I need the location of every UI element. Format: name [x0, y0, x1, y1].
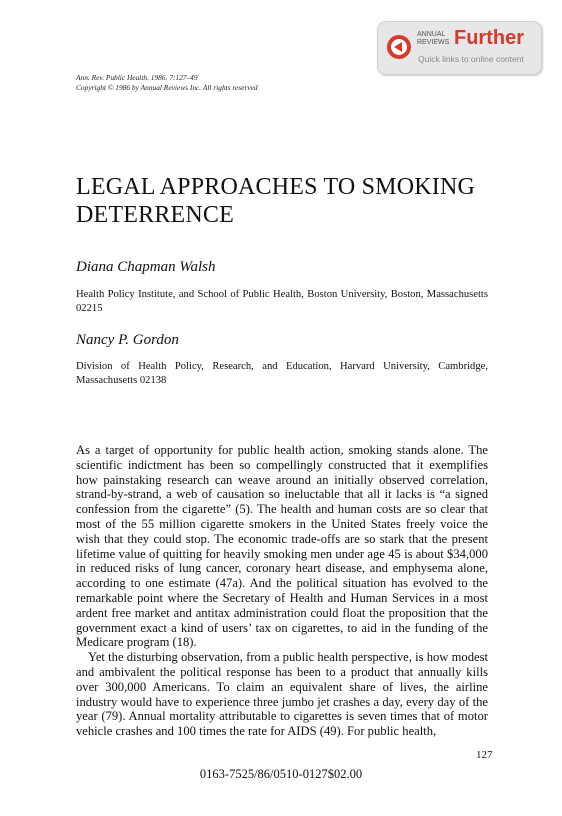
page-number: 127	[476, 749, 493, 761]
author-affiliation: Health Policy Institute, and School of Public Health, Boston University, Boston, Massachusetts 02215	[76, 289, 488, 314]
title-line-1: LEGAL APPROACHES TO SMOKING	[76, 174, 476, 200]
body-paragraph: As a target of opportunity for public health action, smoking stands alone. The scientific indictment has been so compellingly constructed that it exemplifies how painstaking research can weave around an initially observed correlation, strand-by-strand, a web of causation so ineluctable that all it lacks is “a signed confession from the cigarette” (5). The health and human costs are so clear that most of the 55 million cigarette smokers in the United States freely voice the wish that they could stop. The economic trade-offs are so stark that the present lifetime value of quitting for heavily smoking men under age 45 is about $34,000 in reduced risks of lung cancer, coronary heart disease, and emphysema alone, according to one estimate (47a). And the political situation has evolved to the remarkable point where the Secretary of Health and Human Services in a most ardent free market and antitax administration could float the proposition that the government exact a kind of users’ tax on cigarettes, to aid in the funding of the Medicare program (18).	[76, 443, 488, 650]
play-back-icon	[387, 35, 411, 59]
author-name: Diana Chapman Walsh	[76, 259, 216, 275]
citation-copyright: Copyright © 1986 by Annual Reviews Inc. All rights reserved	[76, 83, 258, 92]
author-affiliation: Division of Health Policy, Research, and Education, Harvard University, Cambridge, Massachusetts 02138	[76, 361, 488, 386]
body-paragraph: Yet the disturbing observation, from a public health perspective, is how modest and ambivalent the political response has been to a product that annually kills over 300,000 Americans. To claim an equivalent share of lives, the airline industry would have to experience three jumbo jet crashes a day, every day of the year (79). Annual mortality attributable to cigarettes is seven times that of motor vehicle crashes and 100 times the rate for AIDS (49). For public health,	[76, 650, 488, 739]
logo-annual: ANNUAL	[417, 31, 446, 38]
article-body	[76, 443, 488, 739]
further-badge[interactable]	[377, 21, 542, 75]
author-name: Nancy P. Gordon	[76, 332, 179, 348]
issn-code: 0163-7525/86/0510-0127$02.00	[199, 767, 363, 781]
further-label: Further	[454, 27, 524, 49]
annual-reviews-logo	[417, 31, 449, 47]
citation-journal: Ann. Rev. Public Health. 1986. 7:127–49	[76, 73, 198, 82]
citation	[76, 73, 258, 93]
article-title	[76, 173, 506, 229]
title-line-2: DETERRENCE	[76, 202, 234, 228]
quick-links-label: Quick links to online content	[418, 54, 524, 64]
logo-reviews: REVIEWS	[417, 39, 450, 46]
